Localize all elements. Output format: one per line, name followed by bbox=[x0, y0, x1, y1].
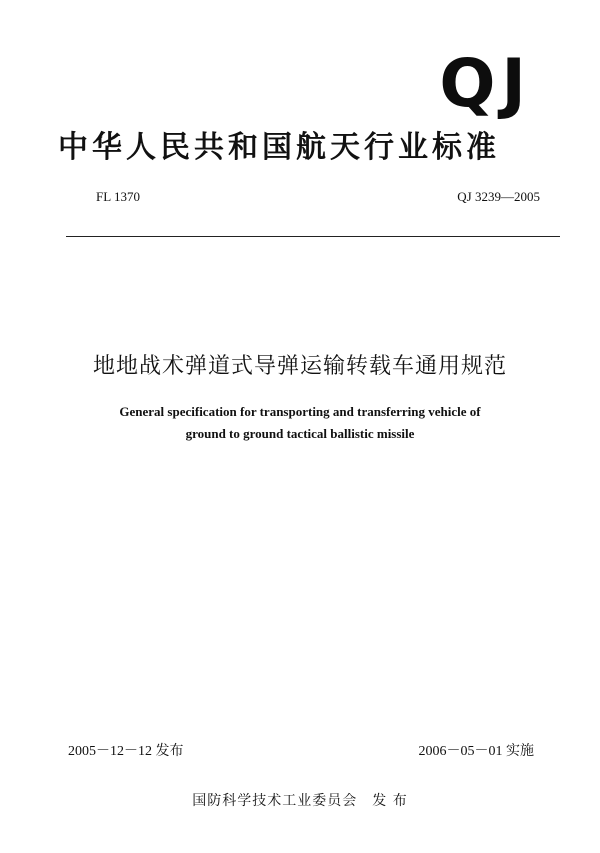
standard-category-heading: 中华人民共和国航天行业标准 bbox=[58, 130, 500, 165]
publisher: 国防科学技术工业委员会 发 布 bbox=[192, 793, 408, 809]
english-title-line-1: General specification for transporting and transferring vehicle of bbox=[119, 404, 481, 419]
english-title bbox=[0, 401, 600, 445]
header-divider bbox=[66, 236, 560, 237]
qj-logo: QJ bbox=[439, 45, 532, 122]
standard-number: QJ 3239—2005 bbox=[457, 189, 540, 204]
issue-date: 2005－12－12 发布 bbox=[68, 744, 184, 759]
english-title-line-2: ground to ground tactical ballistic missile bbox=[185, 426, 415, 441]
chinese-title: 地地战术弹道式导弹运输转载车通用规范 bbox=[92, 354, 507, 379]
effective-date: 2006－05－01 实施 bbox=[418, 744, 534, 759]
classification-code: FL 1370 bbox=[96, 189, 140, 204]
